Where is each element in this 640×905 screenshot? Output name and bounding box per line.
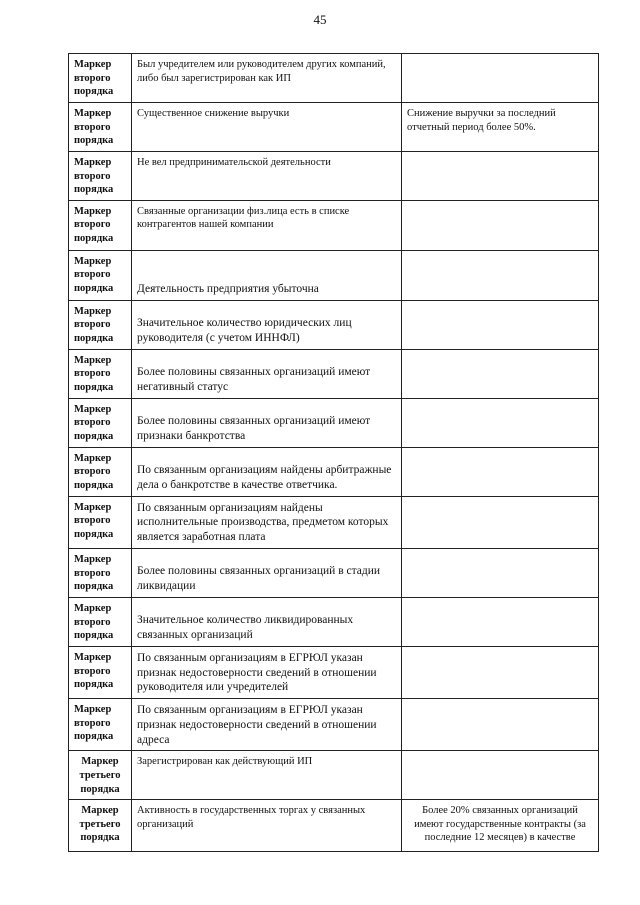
marker-description-cell: Более половины связанных организаций в стадии ликвидации — [132, 548, 402, 597]
table-row — [69, 151, 599, 200]
marker-level-cell: Маркер второго порядка — [69, 54, 132, 103]
marker-level-cell: Маркер второго порядка — [69, 102, 132, 151]
table-row — [69, 54, 599, 103]
marker-description-cell: Значительное количество юридических лиц руководителя (с учетом ИННФЛ) — [132, 300, 402, 349]
marker-level-cell: Маркер второго порядка — [69, 646, 132, 698]
table-row — [69, 496, 599, 548]
marker-level-cell: Маркер второго порядка — [69, 250, 132, 300]
table-row — [69, 800, 599, 852]
table-row — [69, 548, 599, 597]
table-row — [69, 447, 599, 496]
marker-description-cell: Не вел предпринимательской деятельности — [132, 151, 402, 200]
marker-condition-cell — [402, 496, 599, 548]
marker-condition-cell — [402, 597, 599, 646]
marker-condition-cell — [402, 447, 599, 496]
table-row — [69, 300, 599, 349]
marker-level-cell: Маркер второго порядка — [69, 200, 132, 250]
marker-condition-cell — [402, 699, 599, 751]
marker-level-cell: Маркер второго порядка — [69, 447, 132, 496]
marker-description-cell: Существенное снижение выручки — [132, 102, 402, 151]
marker-condition-cell — [402, 151, 599, 200]
marker-description-cell: По связанным организациям найдены арбитражные дела о банкротстве в качестве ответчика. — [132, 447, 402, 496]
marker-description-cell: Значительное количество ликвидированных связанных организаций — [132, 597, 402, 646]
marker-level-cell: Маркер второго порядка — [69, 548, 132, 597]
table-row — [69, 200, 599, 250]
marker-description-cell: Активность в государственных торгах у связанных организаций — [132, 800, 402, 852]
marker-description-cell: Зарегистрирован как действующий ИП — [132, 751, 402, 800]
marker-description-cell: Более половины связанных организаций имеют негативный статус — [132, 349, 402, 398]
marker-condition-cell — [402, 646, 599, 698]
marker-description-cell: Деятельность предприятия убыточна — [132, 250, 402, 300]
marker-condition-cell — [402, 250, 599, 300]
marker-description-cell: Связанные организации физ.лица есть в списке контрагентов нашей компании — [132, 200, 402, 250]
marker-condition-cell — [402, 349, 599, 398]
marker-condition-cell — [402, 398, 599, 447]
table-row — [69, 597, 599, 646]
marker-level-cell: Маркер третьего порядка — [69, 800, 132, 852]
marker-level-cell: Маркер второго порядка — [69, 597, 132, 646]
marker-description-cell: Был учредителем или руководителем других компаний, либо был зарегистрирован как ИП — [132, 54, 402, 103]
marker-condition-cell — [402, 548, 599, 597]
table-row — [69, 250, 599, 300]
table-row — [69, 646, 599, 698]
marker-level-cell: Маркер второго порядка — [69, 300, 132, 349]
table-row — [69, 102, 599, 151]
marker-level-cell: Маркер третьего порядка — [69, 751, 132, 800]
marker-condition-cell — [402, 200, 599, 250]
marker-condition-cell — [402, 54, 599, 103]
marker-condition-cell — [402, 751, 599, 800]
marker-condition-cell: Более 20% связанных организаций имеют государственные контракты (за последние 12 месяцев) в качестве — [402, 800, 599, 852]
table-row — [69, 349, 599, 398]
table-row — [69, 751, 599, 800]
marker-level-cell: Маркер второго порядка — [69, 699, 132, 751]
table-row — [69, 699, 599, 751]
markers-table — [68, 53, 599, 852]
marker-level-cell: Маркер второго порядка — [69, 151, 132, 200]
marker-description-cell: По связанным организациям в ЕГРЮЛ указан признак недостоверности сведений в отношении адреса — [132, 699, 402, 751]
marker-description-cell: Более половины связанных организаций имеют признаки банкротства — [132, 398, 402, 447]
page-number: 45 — [313, 12, 327, 27]
marker-condition-cell — [402, 300, 599, 349]
marker-condition-cell: Снижение выручки за последний отчетный период более 50%. — [402, 102, 599, 151]
table-row — [69, 398, 599, 447]
marker-level-cell: Маркер второго порядка — [69, 349, 132, 398]
marker-description-cell: По связанным организациям найдены исполнительные производства, предметом которых является заработная плата — [132, 496, 402, 548]
marker-level-cell: Маркер второго порядка — [69, 398, 132, 447]
marker-description-cell: По связанным организациям в ЕГРЮЛ указан признак недостоверности сведений в отношении руководителя или учредителей — [132, 646, 402, 698]
marker-level-cell: Маркер второго порядка — [69, 496, 132, 548]
